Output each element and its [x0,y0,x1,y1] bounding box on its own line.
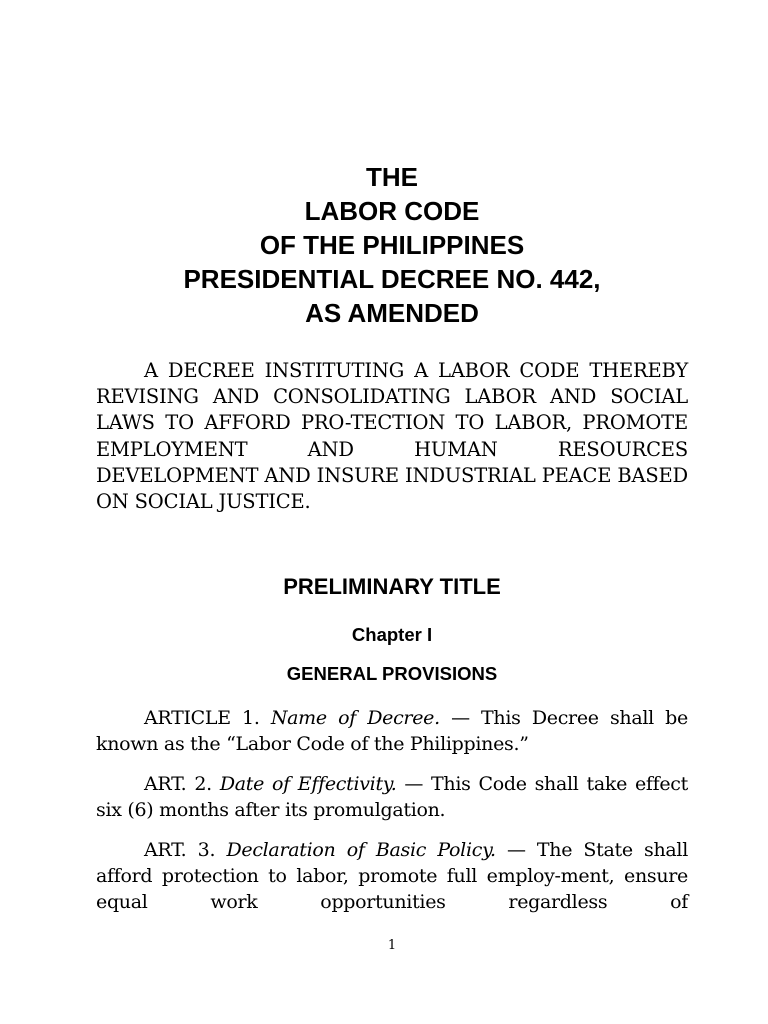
article-title: Declaration of Basic Policy. [226,839,496,861]
page-number: 1 [387,938,397,953]
title-line-2: LABOR CODE [304,196,480,226]
preamble-paragraph: A DECREE INSTITUTING A LABOR CODE THEREBY REVISING AND CONSOLIDATING LABOR AND SOCIAL LAWS TO AFFORD PRO-TECTION TO LABOR, PROMOTE EMPLOYMENT AND HUMAN RESOURCES DEVELOPMENT AND INSURE INDUSTRIAL PEACE BASED ON SOCIAL JUSTICE. [96,359,688,514]
document-page [96,0,688,1024]
article-number: ART. 3. [144,839,216,861]
article-text: — This Code shall take effect six (6) months after its promulgation. [96,773,688,821]
title-line-3: OF THE PHILIPPINES [259,230,525,260]
title-line-1: THE [366,162,418,192]
article-text: — This Decree shall be known as the “Labor Code of the Philippines.” [96,707,688,755]
title-line-5: AS AMENDED [305,298,479,328]
article-number: ARTICLE 1. [144,707,260,729]
document-title [96,160,688,330]
preliminary-title-heading: PRELIMINARY TITLE [283,574,501,599]
article-number: ART. 2. [144,773,212,795]
article-text: — The State shall afford protection to labor, promote full employ-ment, ensure equal work opportunities regardless of [96,839,688,913]
chapter-heading: Chapter I [351,624,433,645]
chapter-title-heading: GENERAL PROVISIONS [286,663,498,684]
article-3 [96,837,688,915]
article-1 [96,705,688,757]
article-title: Date of Effectivity. [219,773,397,795]
article-title: Name of Decree. [270,707,440,729]
article-2 [96,771,688,823]
title-line-4: PRESIDENTIAL DECREE NO. 442, [183,264,601,294]
